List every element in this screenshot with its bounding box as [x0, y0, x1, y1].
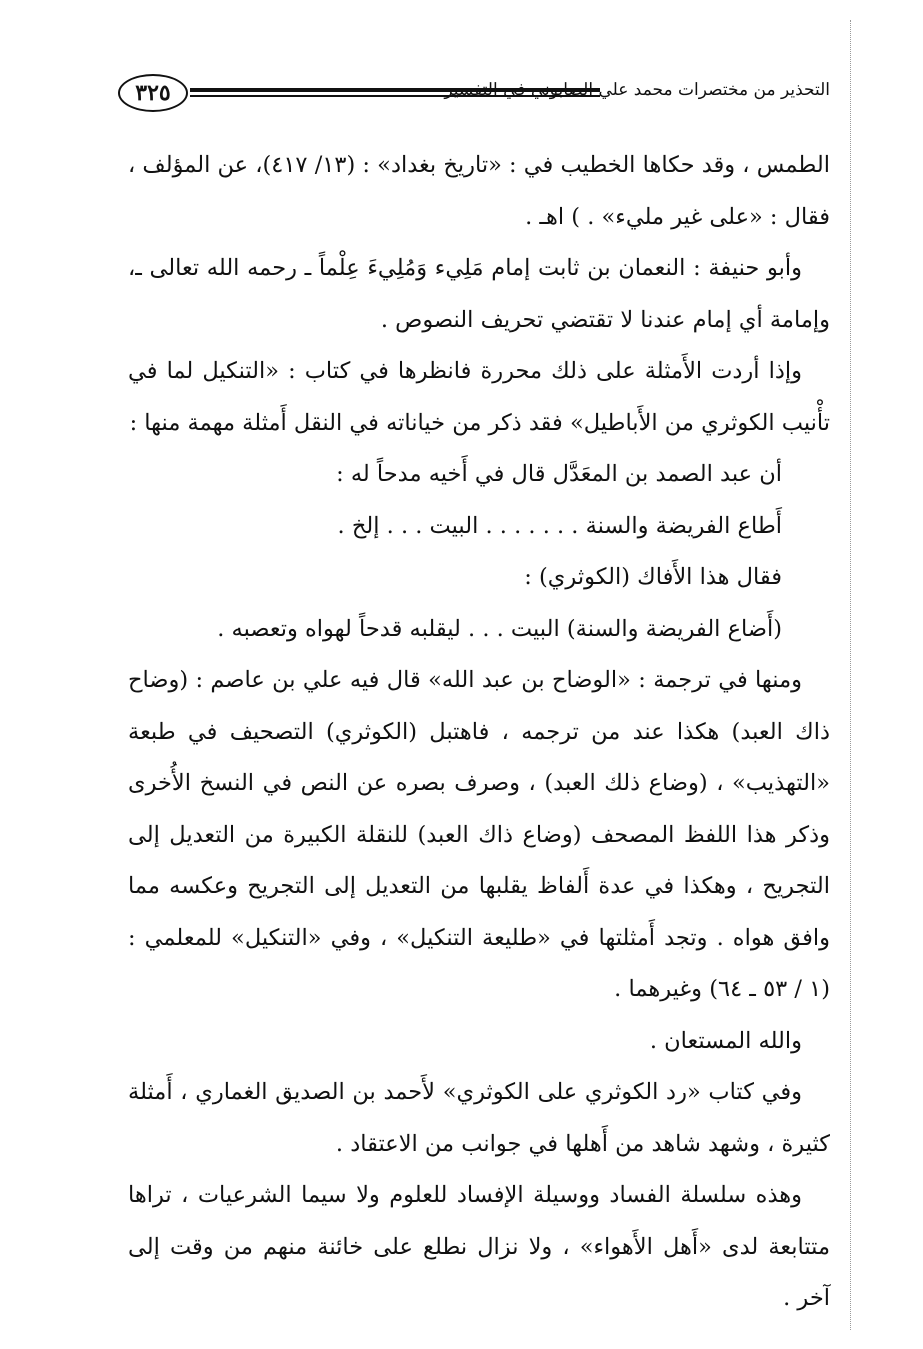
paragraph: الطمس ، وقد حكاها الخطيب في : «تاريخ بغداد» : (١٣/ ٤١٧)، عن المؤلف ، فقال : «على غير مليء» . ) اهـ .: [128, 152, 830, 230]
paragraph: أن عبد الصمد بن المعَدَّل قال في أَخيه مدحاً له :: [336, 461, 782, 487]
paragraph: وإذا أردت الأَمثلة على ذلك محررة فانظرها في كتاب : «التنكيل لما في تأْنيب الكوثري من الأَباطيل» فقد ذكر من خياناته في النقل أَمثلة مهمة منها :: [128, 358, 830, 436]
body-text: [128, 140, 830, 1325]
poem-verse: (أَضاع الفريضة والسنة) البيت . . . ليقلبه قدحاً لهواه وتعصبه .: [217, 615, 782, 642]
page-number-badge: ٣٢٥: [118, 74, 188, 112]
running-title: التحذير من مختصرات محمد علي الصابوني في التفسير: [444, 80, 830, 100]
page-header: [118, 70, 830, 120]
paragraph: والله المستعان .: [649, 1027, 802, 1054]
page-edge-dotted-line: [850, 20, 851, 1330]
paragraph: وهذه سلسلة الفساد ووسيلة الإفساد للعلوم ولا سيما الشرعيات ، تراها متتابعة لدى «أَهل الأَهواء» ، ولا نزال نطلع على خائنة منهم من وقت إلى آخر .: [128, 1182, 830, 1311]
paragraph: فقال هذا الأَفاك (الكوثري) :: [524, 564, 782, 590]
paragraph: وأبو حنيفة : النعمان بن ثابت إمام مَلِيء وَمُلِيءَ عِلْماً ـ رحمه الله تعالى ـ، وإمامة أي إمام عندنا لا تقتضي تحريف النصوص .: [128, 255, 830, 333]
paragraph: وفي كتاب «رد الكوثري على الكوثري» لأَحمد بن الصديق الغماري ، أَمثلة كثيرة ، وشهد شاهد من أَهلها في جوانب من الاعتقاد .: [128, 1079, 830, 1157]
poem-verse: أَطاع الفريضة والسنة . . . . . . . البيت . . . إلخ .: [337, 512, 782, 539]
paragraph: ومنها في ترجمة : «الوضاح بن عبد الله» قال فيه علي بن عاصم : (وضاح ذاك العبد) هكذا عند من ترجمه ، فاهتبل (الكوثري) التصحيف في طبعة «التهذيب» ، (وضاع ذلك العبد) ، وصرف بصره عن النص في النسخ الأُخرى وذكر هذا اللفظ المصحف (وضاع ذاك العبد) للنقلة الكبيرة من التعديل إلى التجريح ، وهكذا في عدة أَلفاظ يقلبها من التعديل إلى التجريح وعكسه مما وافق هواه . وتجد أَمثلتها في «طليعة التنكيل» ، وفي «التنكيل» للمعلمي : (١ / ٥٣ ـ ٦٤) وغيرهما .: [128, 667, 830, 1002]
